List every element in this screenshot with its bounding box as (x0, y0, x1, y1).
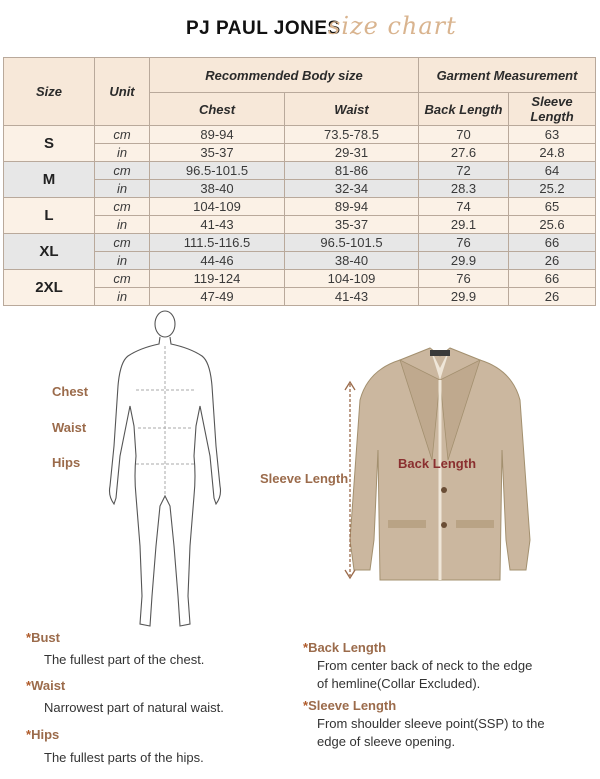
table-cell: 29.1 (419, 216, 509, 234)
note-sleeve-length: *Sleeve Length (303, 698, 397, 713)
note-bust-desc: The fullest part of the chest. (44, 652, 205, 667)
unit-label: in (95, 252, 150, 270)
note-back-title: Back Length (308, 640, 387, 655)
figure-hips-label: Hips (52, 455, 81, 470)
note-sleeve-desc-1: From shoulder sleeve point(SSP) to the (317, 716, 545, 731)
note-bust-title: Bust (31, 630, 60, 645)
table-cell: 26 (509, 288, 596, 306)
size-label: S (4, 126, 95, 162)
table-cell: 76 (419, 270, 509, 288)
table-cell: 104-109 (150, 198, 285, 216)
unit-label: in (95, 288, 150, 306)
header-body-size: Recommended Body size (150, 58, 419, 93)
unit-label: cm (95, 162, 150, 180)
unit-label: cm (95, 270, 150, 288)
unit-label: in (95, 216, 150, 234)
table-row (4, 162, 596, 180)
note-hips-desc: The fullest parts of the hips. (44, 750, 204, 765)
note-hips-title: Hips (31, 727, 60, 742)
header (0, 0, 600, 56)
table-cell: 41-43 (150, 216, 285, 234)
table-cell: 29.9 (419, 288, 509, 306)
table-cell: 89-94 (285, 198, 419, 216)
table-cell: 65 (509, 198, 596, 216)
table-cell: 63 (509, 126, 596, 144)
table-cell: 28.3 (419, 180, 509, 198)
table-row (4, 270, 596, 288)
size-label: L (4, 198, 95, 234)
table-cell: 44-46 (150, 252, 285, 270)
table-cell: 89-94 (150, 126, 285, 144)
table-row (4, 126, 596, 144)
table-cell: 38-40 (285, 252, 419, 270)
table-cell: 96.5-101.5 (150, 162, 285, 180)
table-cell: 72 (419, 162, 509, 180)
size-label: XL (4, 234, 95, 270)
table-cell: 35-37 (150, 144, 285, 162)
size-table (3, 57, 596, 306)
note-waist-title: Waist (31, 678, 66, 693)
body-figure (100, 306, 230, 636)
table-cell: 70 (419, 126, 509, 144)
jacket-back-label: Back Length (398, 456, 477, 471)
note-back-length: *Back Length (303, 640, 387, 655)
note-hips: *Hips (26, 727, 60, 742)
table-cell: 73.5-78.5 (285, 126, 419, 144)
header-waist: Waist (285, 93, 419, 126)
table-cell: 64 (509, 162, 596, 180)
brand-name: PJ PAUL JONES (186, 18, 341, 39)
unit-label: in (95, 180, 150, 198)
header-chest: Chest (150, 93, 285, 126)
table-cell: 25.2 (509, 180, 596, 198)
unit-label: cm (95, 234, 150, 252)
table-cell: 27.6 (419, 144, 509, 162)
figure-waist-label: Waist (52, 420, 87, 435)
table-cell: 66 (509, 234, 596, 252)
table-row (4, 234, 596, 252)
jacket-sleeve-label: Sleeve Length (260, 471, 349, 486)
table-cell: 24.8 (509, 144, 596, 162)
table-cell: 35-37 (285, 216, 419, 234)
table-row (4, 198, 596, 216)
unit-label: cm (95, 126, 150, 144)
table-cell: 81-86 (285, 162, 419, 180)
table-cell: 119-124 (150, 270, 285, 288)
note-waist-desc: Narrowest part of natural waist. (44, 700, 224, 715)
table-cell: 104-109 (285, 270, 419, 288)
table-cell: 96.5-101.5 (285, 234, 419, 252)
unit-label: cm (95, 198, 150, 216)
table-cell: 76 (419, 234, 509, 252)
table-cell: 38-40 (150, 180, 285, 198)
table-cell: 26 (509, 252, 596, 270)
table-cell: 29.9 (419, 252, 509, 270)
note-waist: *Waist (26, 678, 66, 693)
header-garment: Garment Measurement (419, 58, 596, 93)
table-cell: 25.6 (509, 216, 596, 234)
chart-subtitle: size chart (328, 12, 457, 40)
table-cell: 66 (509, 270, 596, 288)
note-back-desc-2: of hemline(Collar Excluded). (317, 676, 481, 691)
header-sleeve-length: Sleeve Length (509, 93, 596, 126)
table-cell: 29-31 (285, 144, 419, 162)
table-cell: 32-34 (285, 180, 419, 198)
unit-label: in (95, 144, 150, 162)
table-cell: 47-49 (150, 288, 285, 306)
header-unit: Unit (95, 58, 150, 126)
header-back-length: Back Length (419, 93, 509, 126)
table-cell: 74 (419, 198, 509, 216)
note-back-desc-1: From center back of neck to the edge (317, 658, 533, 673)
table-cell: 111.5-116.5 (150, 234, 285, 252)
note-sleeve-title: Sleeve Length (308, 698, 397, 713)
note-sleeve-desc-2: edge of sleeve opening. (317, 734, 456, 749)
header-size: Size (4, 58, 95, 126)
size-label: M (4, 162, 95, 198)
figure-chest-label: Chest (52, 384, 89, 399)
table-cell: 41-43 (285, 288, 419, 306)
size-label: 2XL (4, 270, 95, 306)
note-bust: *Bust (26, 630, 60, 645)
